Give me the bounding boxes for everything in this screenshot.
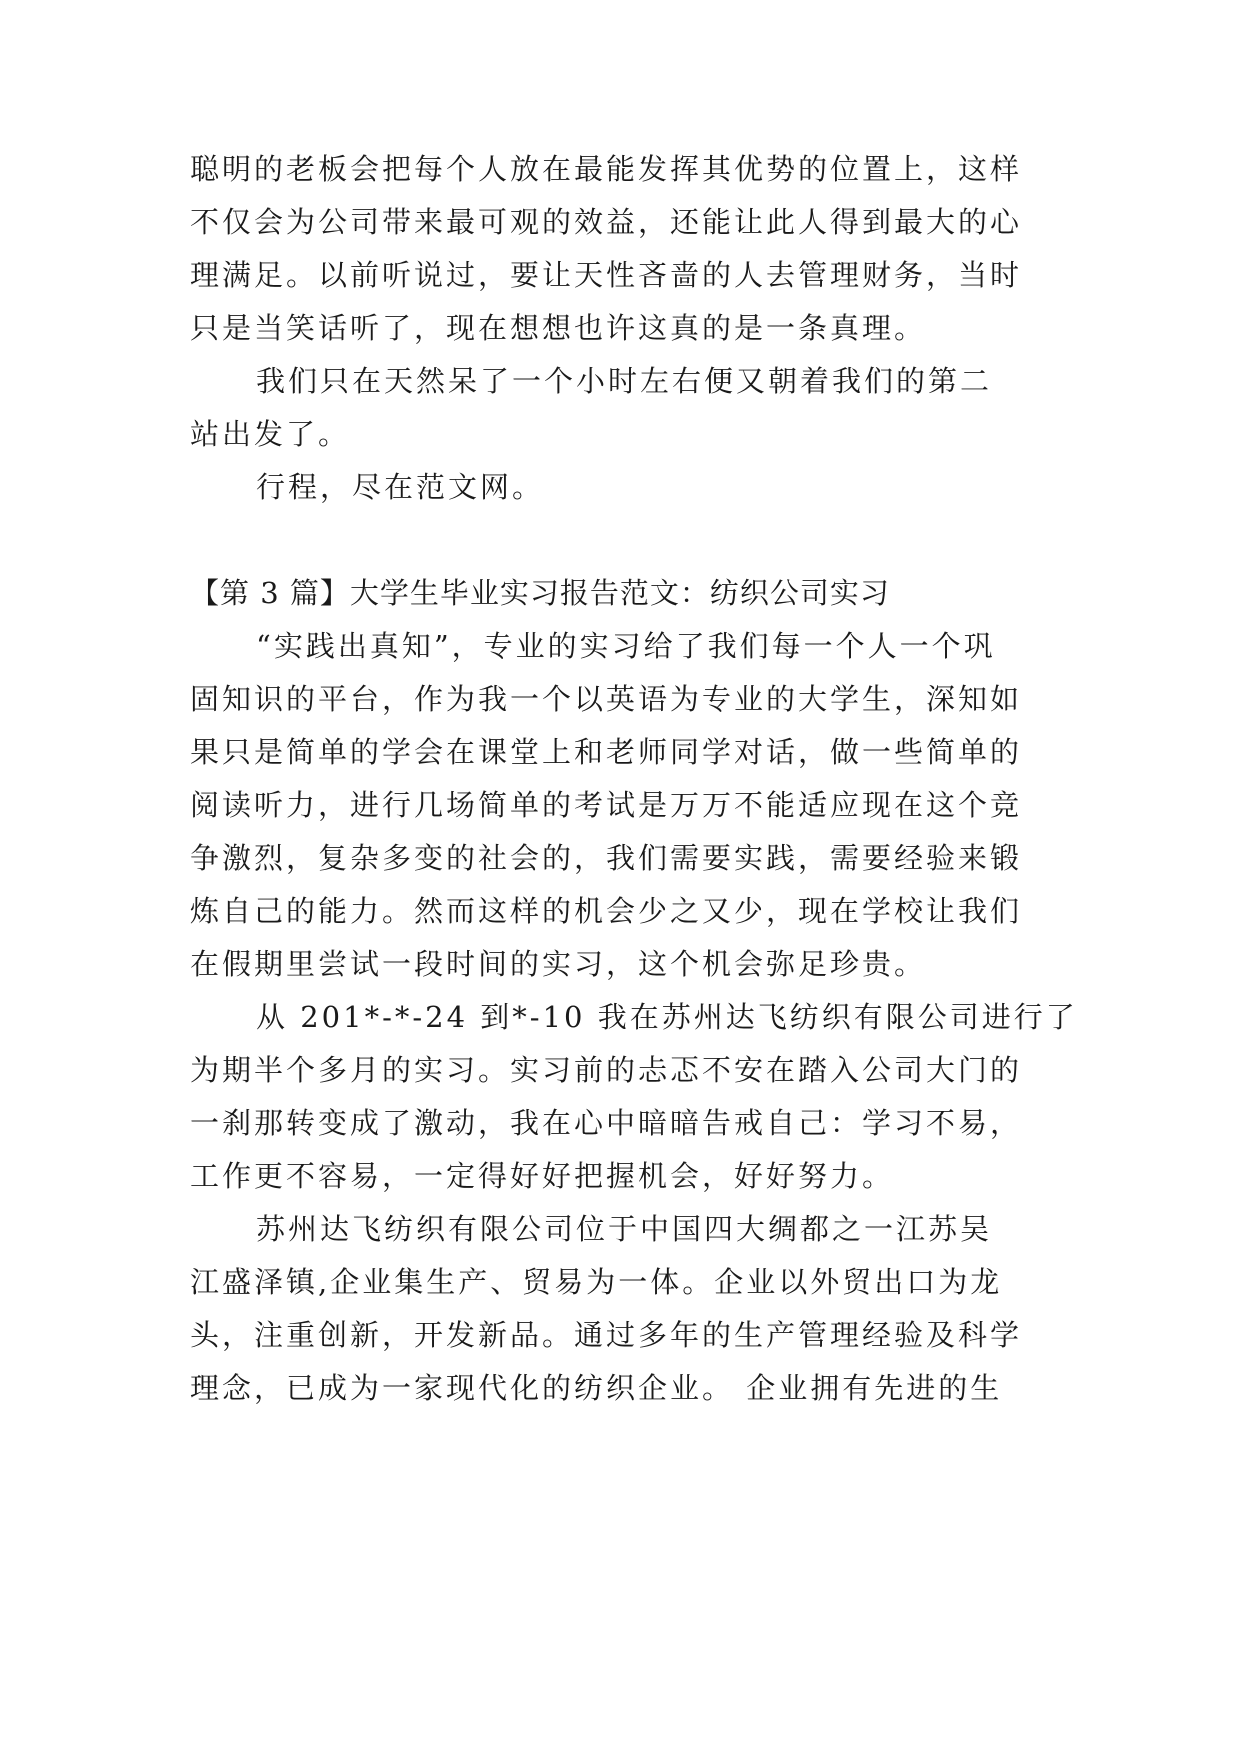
paragraph-line: 为期半个多月的实习。实习前的忐忑不安在踏入公司大门的 — [190, 1053, 1023, 1087]
section-heading: 【第 3 篇】大学生毕业实习报告范文：纺织公司实习 — [190, 576, 890, 610]
paragraph-line: 工作更不容易，一定得好好把握机会，好好努力。 — [190, 1159, 895, 1193]
paragraph-line: 江盛泽镇,企业集生产、贸易为一体。企业以外贸出口为龙 — [190, 1265, 1003, 1299]
paragraph-line: 行程，尽在范文网。 — [256, 470, 545, 504]
paragraph-line: 炼自己的能力。然而这样的机会少之又少，现在学校让我们 — [190, 894, 1023, 928]
paragraph-line: 固知识的平台，作为我一个以英语为专业的大学生，深知如 — [190, 682, 1023, 716]
paragraph-line: 只是当笑话听了，现在想想也许这真的是一条真理。 — [190, 311, 927, 345]
paragraph-line: 苏州达飞纺织有限公司位于中国四大绸都之一江苏吴 — [256, 1212, 993, 1246]
paragraph-line: 站出发了。 — [190, 417, 351, 451]
paragraph-line: 聪明的老板会把每个人放在最能发挥其优势的位置上，这样 — [190, 152, 1023, 186]
paragraph-line: 理满足。以前听说过，要让天性吝啬的人去管理财务，当时 — [190, 258, 1023, 292]
paragraph-line: 从 201*-*-24 到*-10 我在苏州达飞纺织有限公司进行了 — [256, 1000, 1078, 1034]
paragraph-line: 头，注重创新，开发新品。通过多年的生产管理经验及科学 — [190, 1318, 1023, 1352]
paragraph-line: “实践出真知”，专业的实习给了我们每一个人一个巩 — [256, 629, 996, 663]
paragraph-line: 理念，已成为一家现代化的纺织企业。 企业拥有先进的生 — [190, 1371, 1003, 1405]
paragraph-line: 在假期里尝试一段时间的实习，这个机会弥足珍贵。 — [190, 947, 927, 981]
paragraph-line: 果只是简单的学会在课堂上和老师同学对话，做一些简单的 — [190, 735, 1023, 769]
paragraph-line: 一刹那转变成了激动，我在心中暗暗告戒自己：学习不易， — [190, 1106, 1023, 1140]
paragraph-line: 不仅会为公司带来最可观的效益，还能让此人得到最大的心 — [190, 205, 1023, 239]
paragraph-line: 阅读听力，进行几场简单的考试是万万不能适应现在这个竞 — [190, 788, 1023, 822]
paragraph-line: 争激烈，复杂多变的社会的，我们需要实践，需要经验来锻 — [190, 841, 1023, 875]
paragraph-line: 我们只在天然呆了一个小时左右便又朝着我们的第二 — [256, 364, 993, 398]
